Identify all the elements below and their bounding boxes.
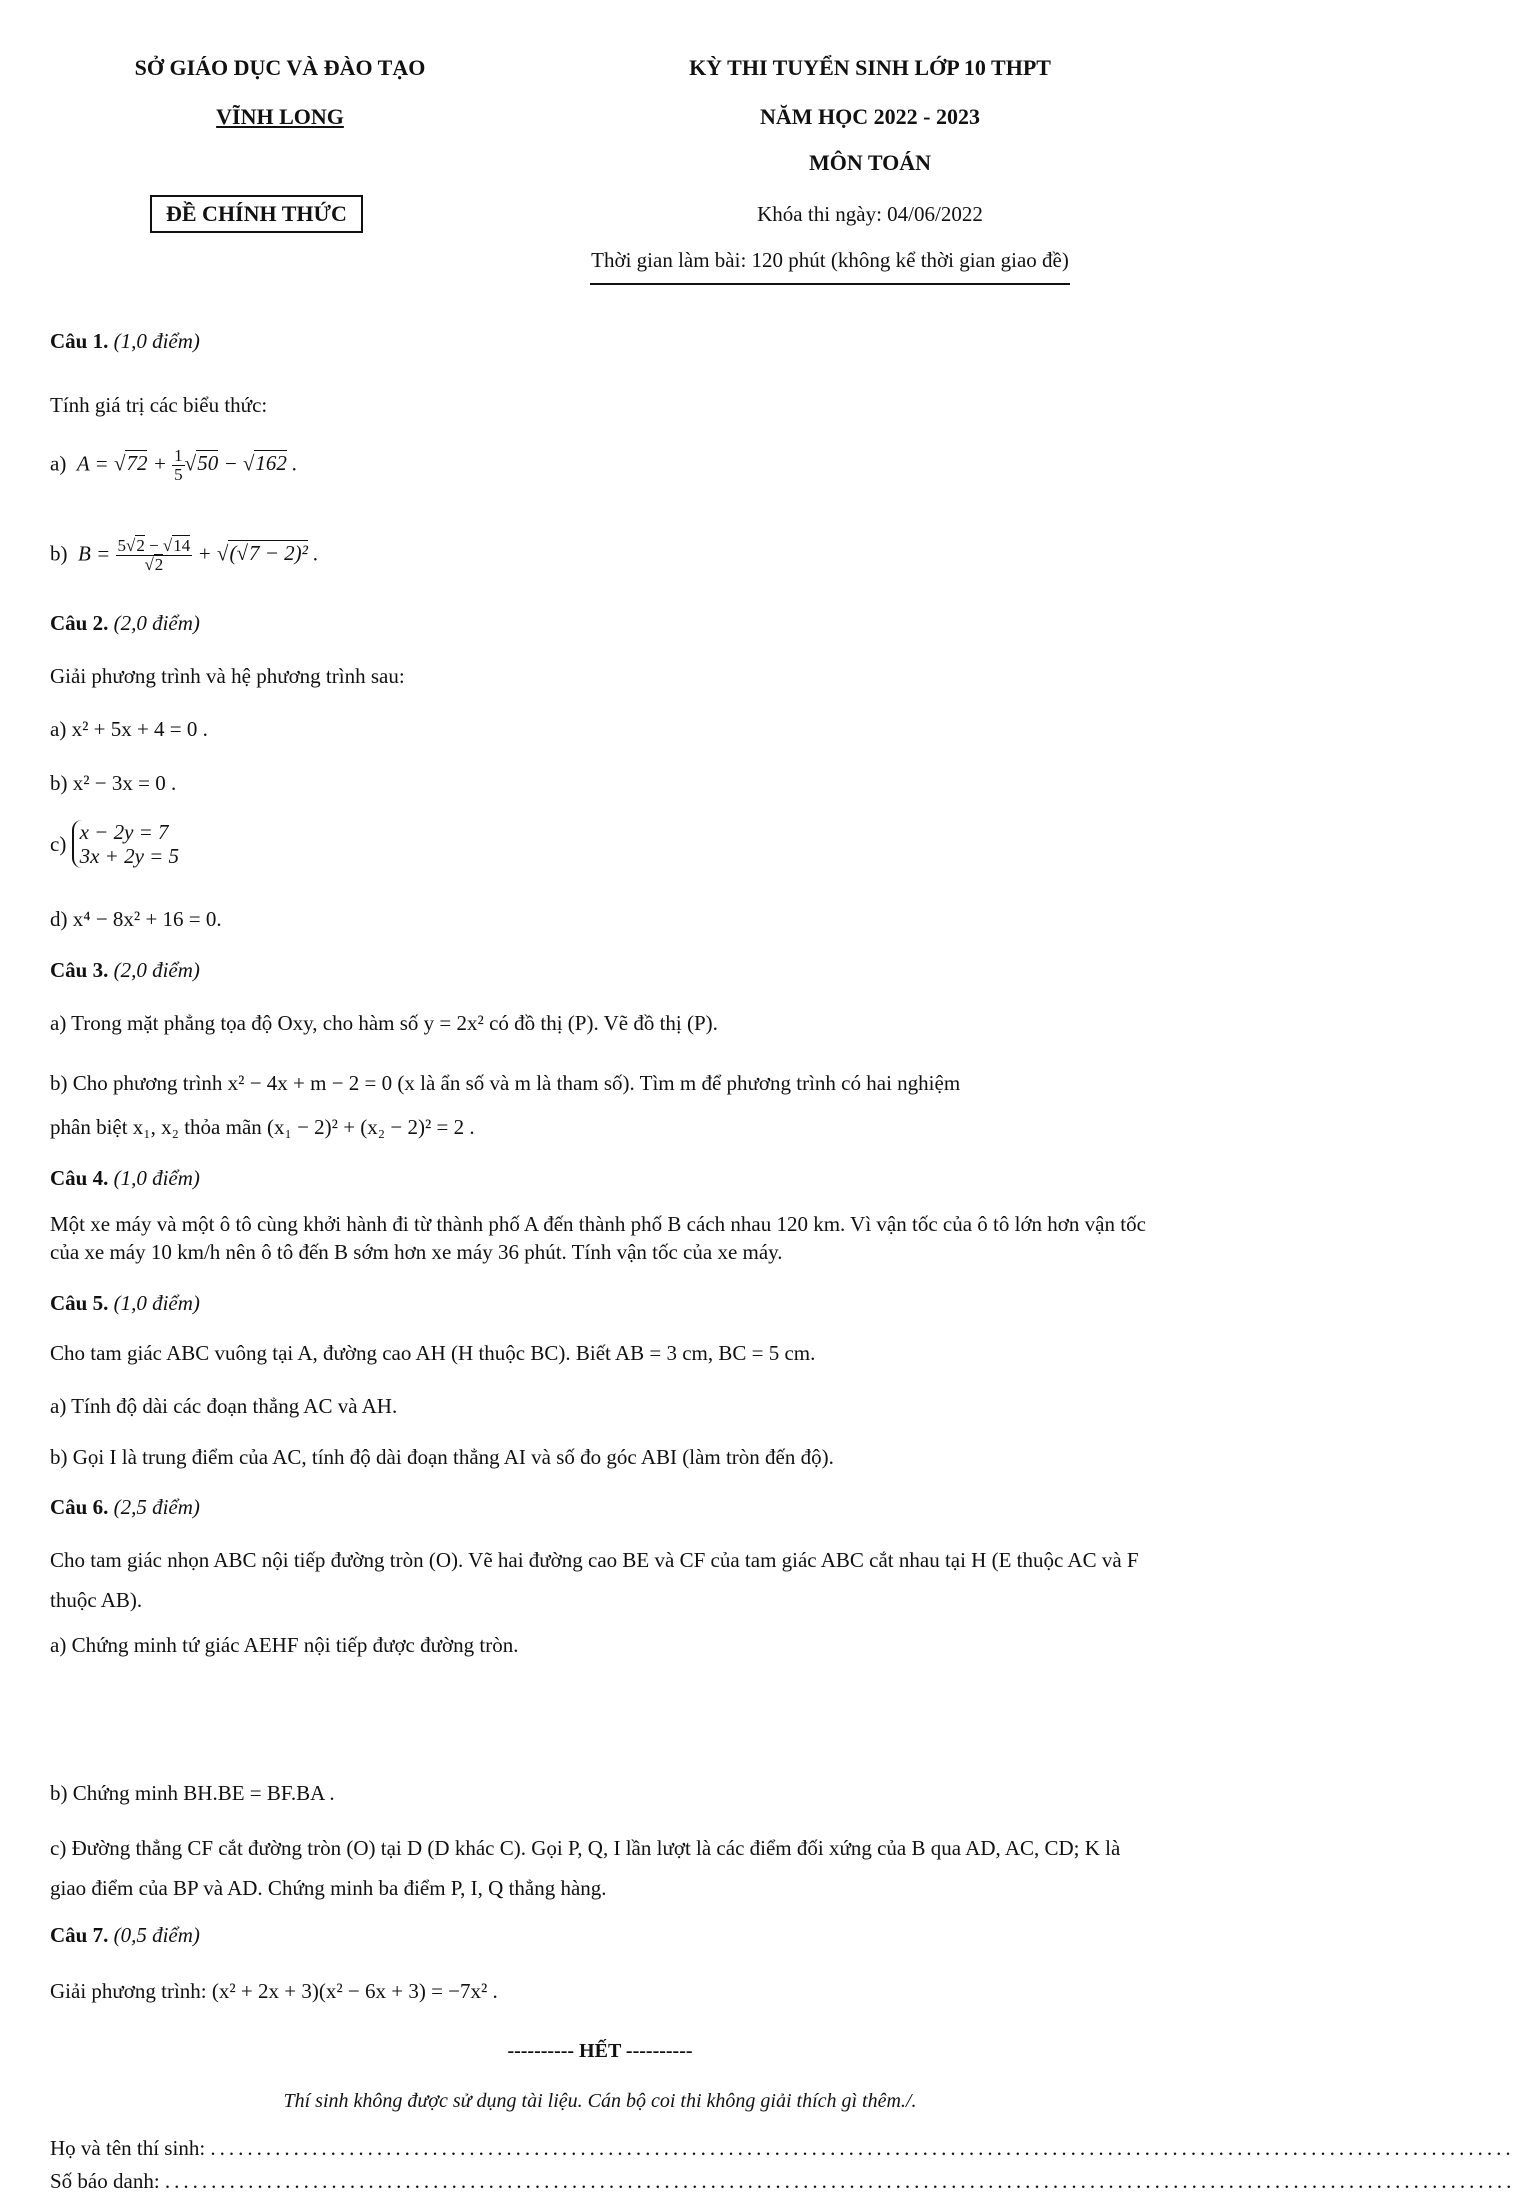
department-line-1: SỞ GIÁO DỤC VÀ ĐÀO TẠO [134, 55, 426, 80]
exam-duration: Thời gian làm bài: 120 phút (không kể thời gian giao đề) [591, 248, 1069, 272]
candidate-id-line: Số báo danh: .................................................................................................................................................. [50, 2169, 1515, 2193]
candidate-note: Thí sinh không được sử dụng tài liệu. Cán bộ coi thi không giải thích gì thêm./. [283, 2090, 917, 2112]
q1-heading [50, 328, 200, 354]
q3-part-b-line2: phân biệt x₁, x₂ thỏa mãn (x₁ − 2)² + (x₂ − 2)² = 2 . [50, 1115, 475, 1139]
q2-part-b: b) x² − 3x = 0 . [50, 771, 177, 795]
school-year: NĂM HỌC 2022 - 2023 [760, 104, 980, 129]
q5-part-a: a) Tính độ dài các đoạn thẳng AC và AH. [50, 1394, 398, 1418]
q4-title: Câu 4. [50, 1166, 109, 1190]
q1-title: Câu 1. [50, 329, 109, 353]
q6-part-b: b) Chứng minh BH.BE = BF.BA . [50, 1781, 335, 1805]
q1-intro: Tính giá trị các biểu thức: [50, 393, 268, 417]
end-marker: ---------- HẾT ---------- [507, 2040, 693, 2062]
exam-title: KỲ THI TUYỂN SINH LỚP 10 THPT [689, 55, 1051, 80]
q4-text: Một xe máy và một ô tô cùng khởi hành đi từ thành phố A đến thành phố B cách nhau 120 km. Vì vận tốc của ô tô lớn hơn vận tốc của xe máy 10 km/h nên ô tô đến B sớm hơn xe máy 36 phút. Tính vận tốc của xe máy. [50, 1212, 1146, 1264]
department-line-2: VĨNH LONG [216, 104, 344, 129]
q1-b-label: b) [50, 541, 68, 566]
q2-heading [50, 610, 200, 636]
q6-part-c: c) Đường thẳng CF cắt đường tròn (O) tại D (D khác C). Gọi P, Q, I lần lượt là các điểm đối xứng của B qua AD, AC, CD; K là giao điểm của BP và AD. Chứng minh ba điểm P, I, Q thẳng hàng. [50, 1836, 1121, 1900]
q6-points: (2,5 điểm) [113, 1495, 200, 1519]
candidate-name-line: Họ và tên thí sinh: ............................................................................................................................................. [50, 2136, 1515, 2160]
q2-c-eq1: x − 2y = 7 [79, 820, 169, 844]
q4-points: (1,0 điểm) [113, 1166, 200, 1190]
q7-title: Câu 7. [50, 1923, 109, 1947]
q7-heading [50, 1922, 200, 1948]
q4-heading [50, 1165, 200, 1191]
q2-title: Câu 2. [50, 611, 109, 635]
q1-a-label: a) [50, 451, 67, 476]
q6-heading [50, 1494, 200, 1520]
q6-title: Câu 6. [50, 1495, 109, 1519]
q3-part-b-line1: b) Cho phương trình x² − 4x + m − 2 = 0 (x là ẩn số và m là tham số). Tìm m để phương trình có hai nghiệm [50, 1071, 961, 1095]
q2-c-eq2: 3x + 2y = 5 [79, 844, 180, 868]
q6-intro: Cho tam giác nhọn ABC nội tiếp đường tròn (O). Vẽ hai đường cao BE và CF của tam giác ABC cắt nhau tại H (E thuộc AC và F thuộc AB). [50, 1548, 1139, 1612]
q3-part-a: a) Trong mặt phẳng tọa độ Oxy, cho hàm số y = 2x² có đồ thị (P). Vẽ đồ thị (P). [50, 1011, 718, 1035]
q5-part-b: b) Gọi I là trung điểm của AC, tính độ dài đoạn thẳng AI và số đo góc ABI (làm tròn đến độ). [50, 1445, 834, 1469]
q3-title: Câu 3. [50, 958, 109, 982]
q5-heading [50, 1290, 200, 1316]
q2-part-c [50, 820, 179, 868]
candidate-id-label: Số báo danh: [50, 2169, 160, 2193]
subject: MÔN TOÁN [808, 150, 932, 175]
q3-heading [50, 957, 200, 983]
header-rule [590, 283, 1070, 285]
q2-points: (2,0 điểm) [113, 611, 200, 635]
q6-part-a: a) Chứng minh tứ giác AEHF nội tiếp được đường tròn. [50, 1633, 519, 1657]
q1-part-a: a) A = √72 + $\frac{1}{5}$ √50 − √162 . [50, 446, 298, 484]
q3-points: (2,0 điểm) [113, 958, 200, 982]
q7-points: (0,5 điểm) [113, 1923, 200, 1947]
q5-points: (1,0 điểm) [113, 1291, 200, 1315]
q7-text: Giải phương trình: (x² + 2x + 3)(x² − 6x + 3) = −7x² . [50, 1979, 498, 2003]
official-exam-badge: ĐỀ CHÍNH THỨC [150, 195, 363, 233]
q1-points: (1,0 điểm) [113, 329, 200, 353]
q2-intro: Giải phương trình và hệ phương trình sau: [50, 664, 405, 688]
q2-c-label: c) [50, 832, 67, 856]
candidate-name-label: Họ và tên thí sinh: [50, 2136, 206, 2160]
q1-part-b: b) B = $\frac{5√2 - √14}{√2}$ + √(√7 − 2)² . [50, 536, 319, 574]
exam-date: Khóa thi ngày: 04/06/2022 [757, 202, 983, 226]
q5-intro: Cho tam giác ABC vuông tại A, đường cao AH (H thuộc BC). Biết AB = 3 cm, BC = 5 cm. [50, 1341, 816, 1365]
q2-part-d: d) x⁴ − 8x² + 16 = 0. [50, 907, 222, 931]
q5-title: Câu 5. [50, 1291, 109, 1315]
q2-part-a: a) x² + 5x + 4 = 0 . [50, 717, 208, 741]
